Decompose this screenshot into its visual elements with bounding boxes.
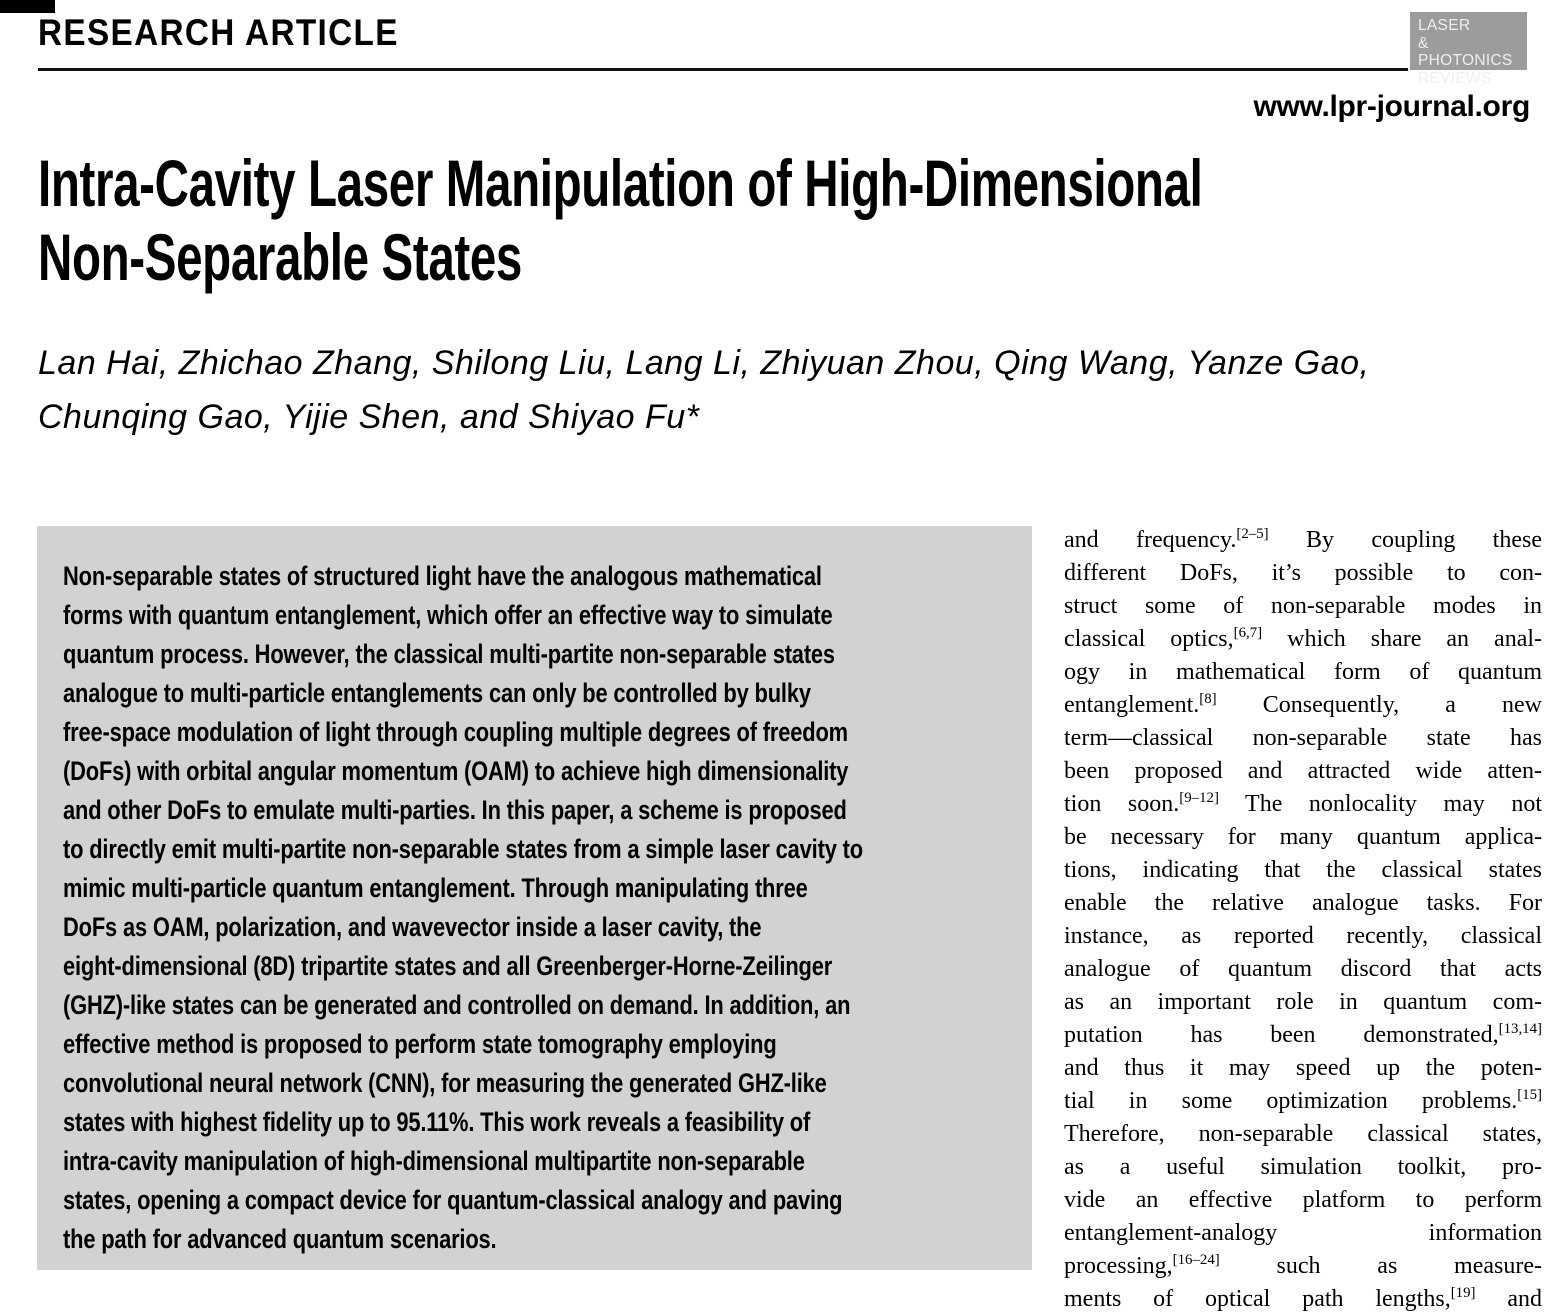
abstract-panel: [37, 526, 1032, 1270]
text-line: entanglement.[8] Consequently, a new: [1064, 691, 1542, 718]
text-line: the path for advanced quantum scenarios.: [63, 1224, 497, 1254]
text-line: vide an effective platform to perform: [1064, 1187, 1542, 1213]
journal-logo: [1410, 12, 1527, 87]
journal-logo-line: LASER: [1418, 17, 1471, 34]
text-line: and other DoFs to emulate multi-parties. In this paper, a scheme is proposed: [63, 795, 847, 825]
text-line: to directly emit multi-partite non-separable states from a simple laser cavity to: [63, 834, 863, 864]
text-line: (GHZ)-like states can be generated and controlled on demand. In addition, an: [63, 990, 851, 1020]
text-line: processing,[16–24] such as measure-: [1064, 1252, 1542, 1279]
text-line: different DoFs, it’s possible to con-: [1064, 560, 1542, 586]
text-line: and frequency.[2–5] By coupling these: [1064, 526, 1542, 553]
journal-logo-line: & PHOTONICS: [1418, 34, 1513, 69]
author-list-line: Chunqing Gao, Yijie Shen, and Shiyao Fu*: [38, 398, 700, 436]
text-line: and thus it may speed up the poten-: [1064, 1055, 1542, 1081]
journal-website-link[interactable]: www.lpr-journal.org: [1253, 90, 1530, 123]
text-line: struct some of non-separable modes in: [1064, 593, 1542, 619]
introduction-column: [1064, 524, 1543, 1312]
header-divider: [38, 68, 1408, 71]
text-line: mimic multi-particle quantum entanglement. Through manipulating three: [63, 873, 808, 903]
text-line: states with highest fidelity up to 95.11%. This work reveals a feasibility of: [63, 1107, 811, 1137]
text-line: as an important role in quantum com-: [1064, 989, 1542, 1015]
text-line: classical optics,[6,7] which share an anal-: [1064, 625, 1543, 652]
text-line: free-space modulation of light through coupling multiple degrees of freedom: [63, 717, 848, 747]
article-type-label: RESEARCH ARTICLE: [38, 12, 399, 53]
text-line: enable the relative analogue tasks. For: [1064, 890, 1542, 916]
text-line: DoFs as OAM, polarization, and wavevector inside a laser cavity, the: [63, 912, 762, 942]
text-line: analogue of quantum discord that acts: [1064, 956, 1542, 982]
text-line: analogue to multi-particle entanglements can only be controlled by bulky: [63, 678, 811, 708]
text-line: effective method is proposed to perform state tomography employing: [63, 1029, 777, 1059]
article-title-line: Intra-Cavity Laser Manipulation of High-Dimensional: [38, 146, 1203, 220]
text-line: intra-cavity manipulation of high-dimensional multipartite non-separable: [63, 1146, 805, 1176]
text-line: forms with quantum entanglement, which offer an effective way to simulate: [63, 600, 833, 630]
article-title-line: Non-Separable States: [38, 220, 522, 294]
text-line: been proposed and attracted wide atten-: [1064, 758, 1542, 784]
article-title: [38, 146, 1202, 294]
text-line: instance, as reported recently, classical: [1064, 923, 1542, 949]
text-line: tions, indicating that the classical states: [1064, 857, 1542, 883]
text-line: states, opening a compact device for quantum-classical analogy and paving: [63, 1185, 843, 1215]
author-list: [38, 336, 1369, 444]
text-line: Therefore, non-separable classical states,: [1064, 1121, 1542, 1147]
text-line: eight-dimensional (8D) tripartite states and all Greenberger-Horne-Zeilinger: [63, 951, 833, 981]
text-line: entanglement-analogy information: [1064, 1220, 1542, 1246]
text-line: quantum process. However, the classical multi-partite non-separable states: [63, 639, 835, 669]
text-line: ogy in mathematical form of quantum: [1064, 659, 1542, 685]
text-line: tion soon.[9–12] The nonlocality may not: [1064, 790, 1543, 817]
author-list-line: Lan Hai, Zhichao Zhang, Shilong Liu, Lang Li, Zhiyuan Zhou, Qing Wang, Yanze Gao,: [38, 344, 1370, 382]
text-line: Non-separable states of structured light have the analogous mathematical: [63, 561, 822, 591]
text-line: putation has been demonstrated,[13,14]: [1064, 1021, 1542, 1048]
text-line: convolutional neural network (CNN), for measuring the generated GHZ-like: [63, 1068, 827, 1098]
text-line: (DoFs) with orbital angular momentum (OAM) to achieve high dimensionality: [63, 756, 849, 786]
text-line: ments of optical path lengths,[19] and: [1064, 1285, 1543, 1312]
text-line: be necessary for many quantum applica-: [1064, 824, 1542, 850]
text-line: as a useful simulation toolkit, pro-: [1064, 1154, 1542, 1180]
journal-logo-line: REVIEWS: [1418, 69, 1492, 87]
text-line: tial in some optimization problems.[15]: [1064, 1087, 1542, 1114]
text-line: term—classical non-separable state has: [1064, 725, 1542, 751]
